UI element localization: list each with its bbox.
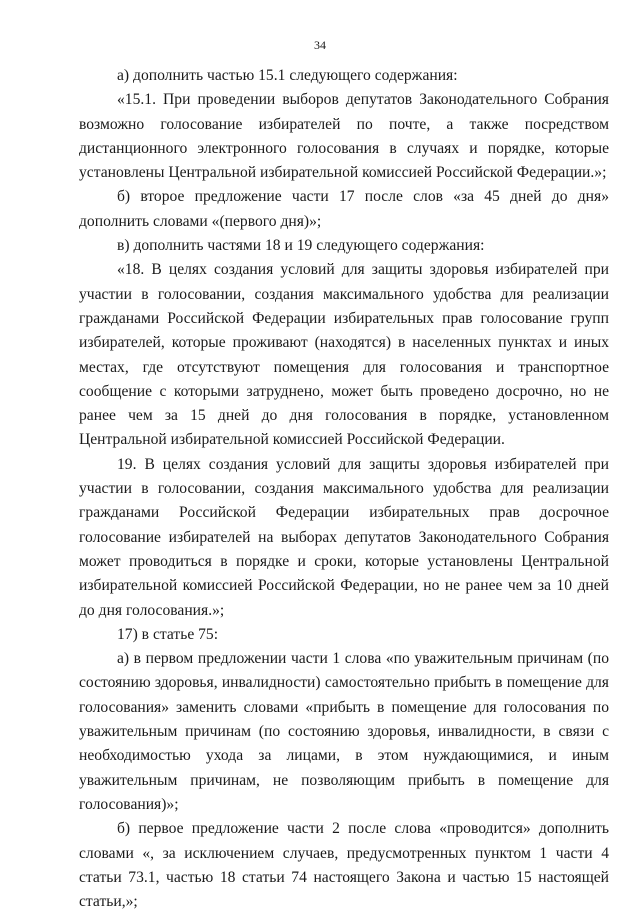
paragraph-article-75-b: б) первое предложение части 2 после слова «проводится» дополнить словами «, за исключением случаев, предусмотренных пунктом 1 части 4 статьи 73.1, частью 18 статьи 74 настоящего Закона и частью 15 настоящей статьи,»; bbox=[79, 820, 609, 911]
paragraph-amend-part-17: б) второе предложение части 17 после слов «за 45 дней до дня» дополнить словами «(первого дня)»; bbox=[79, 188, 609, 230]
paragraph-part-19: 19. В целях создания условий для защиты здоровья избирателей при участии в голосовании, создания максимального удобства для реализации гражданами Российской Федерации избирательных прав досрочное голосование избирателей на выборах депутатов Законодательного Собрания может проводиться в порядке и сроки, которые установлены Центральной избирательной комиссией Российской Федерации, но не ранее чем за 10 дней до дня голосования.»; bbox=[79, 455, 609, 619]
document-body bbox=[79, 64, 609, 914]
paragraph-article-75: 17) в статье 75: bbox=[117, 625, 219, 643]
paragraph-amend-15-1: а) дополнить частью 15.1 следующего содержания: bbox=[117, 67, 458, 84]
paragraph-part-18: «18. В целях создания условий для защиты здоровья избирателей при участии в голосовании, создания максимального удобства для реализации гражданами Российской Федерации избирательных прав голосование групп избирателей, которые проживают (находятся) в населенных пунктах и иных местах, где отсутствуют помещения для голосования и транспортное сообщение с которыми затруднено, может быть проведено досрочно, но не ранее чем за 15 дней до дня голосования в порядке, установленном Центральной избирательной комиссией Российской Федерации. bbox=[79, 261, 609, 449]
page-number: 34 bbox=[314, 38, 326, 52]
paragraph-part-15-1: «15.1. При проведении выборов депутатов Законодательного Собрания возможно голосование избирателей по почте, а также посредством дистанционного электронного голосования в случаях и порядке, которые установлены Центральной избирательной комиссией Российской Федерации.»; bbox=[79, 91, 609, 182]
paragraph-amend-parts-18-19: в) дополнить частями 18 и 19 следующего содержания: bbox=[117, 237, 485, 255]
paragraph-article-75-a: а) в первом предложении части 1 слова «по уважительным причинам (по состоянию здоровья, инвалидности) самостоятельно прибыть в помещение для голосования» заменить словами «прибыть в помещение для голосования по уважительным причинам (по состоянию здоровья, инвалидности, в связи с необходимостью ухода за лицами, в этом нуждающимися, и иным уважительным причинам, не позволяющим прибыть в помещение для голосования)»; bbox=[79, 650, 609, 813]
